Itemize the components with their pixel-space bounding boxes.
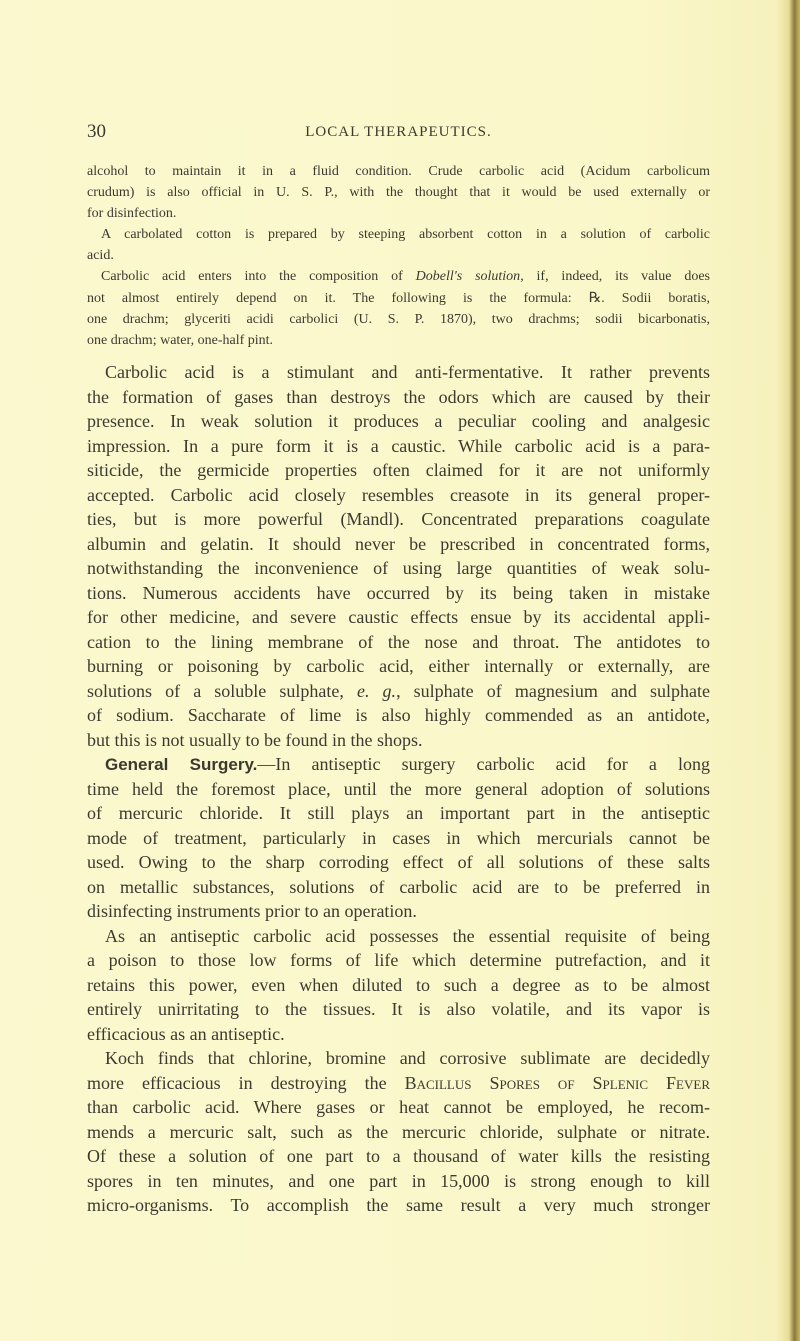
text-line [87,581,710,606]
text-line [87,409,710,434]
text-segment: —In antiseptic surgery carbolic acid for a long [257,754,710,774]
text-segment: more efficacious in destroying the [87,1072,405,1093]
text-segment: siticide, the germicide properties often claimed for it are not uniformly [87,460,710,480]
text-segment: acid. [87,248,114,264]
text-line [87,679,710,704]
text-segment: one drachm; glyceriti acidi carbolici (U. S. P. 1870), two drachms; sodii bicarbonatis, [87,311,710,327]
text-line [87,1193,710,1218]
text-segment: on metallic substances, solutions of carbolic acid are to be preferred in [87,876,710,897]
text-segment: micro-organisms. To accomplish the same result a very much stronger [87,1195,710,1215]
text-line [87,203,710,224]
text-segment: retains this power, even when diluted to such a degree as to be almost [87,974,710,995]
text-line [87,1046,710,1071]
text-segment: disinfecting instruments prior to an operation. [87,901,417,921]
text-segment: notwithstanding the inconvenience of using large quantities of weak solu- [87,558,710,578]
text-line [87,1169,710,1194]
text-segment: alcohol to maintain it in a fluid condition. Crude carbolic acid (Acidum carbolicum [87,164,710,179]
text-line [87,1120,710,1145]
text-segment: entirely unirritating to the tissues. It is also volatile, and its vapor is [87,999,710,1019]
section-heading: General Surgery. [105,755,258,774]
text-segment: the formation of gases than destroys the odors which are caused by their [87,386,710,407]
text-line [87,556,710,581]
text-segment: crudum) is also official in U. S. P., with the thought that it would be used externally or [87,185,710,201]
text-line [87,654,710,679]
text-segment: impression. In a pure form it is a caustic. While carbolic acid is a para- [87,435,710,456]
text-segment: but this is not usually to be found in the shops. [87,729,423,750]
text-line [87,850,710,875]
text-segment: ties, but is more powerful (Mandl). Concentrated preparations coagulate [87,509,710,529]
text-line [87,224,710,245]
text-segment: e. g. [356,680,397,701]
text-segment: used. Owing to the sharp corroding effect of all solutions of these salts [87,852,710,872]
text-line [87,330,710,351]
text-segment: time held the foremost place, until the more general adoption of solutions [87,778,710,799]
text-line [87,1022,710,1047]
text-line [87,309,710,330]
page-number: 30 [87,121,106,142]
text-segment: not almost entirely depend on it. The following is the formula: ℞. Sodii boratis, [87,290,710,306]
text-segment: Bacillus Spores of Splenic Fever [404,1072,711,1093]
text-line [87,458,710,483]
text-line [87,728,710,753]
text-segment: than carbolic acid. Where gases or heat cannot be employed, he recom- [87,1097,710,1117]
text-line [87,434,710,459]
text-line [87,948,710,973]
text-line [87,266,710,287]
text-line [87,777,710,802]
body-text [87,360,710,1218]
text-segment: A carbolated cotton is prepared by steeping absorbent cotton in a solution of carbolic [101,227,710,243]
text-line [87,360,710,385]
text-line [87,826,710,851]
text-segment: burning or poisoning by carbolic acid, either internally or externally, are [87,656,710,676]
text-segment: albumin and gelatin. It should never be prescribed in concentrated forms, [87,533,710,554]
text-segment: for other medicine, and severe caustic effects ensue by its accidental appli- [87,607,710,627]
text-line [87,605,710,630]
text-line [87,801,710,826]
text-line [87,752,710,777]
text-line [87,288,710,309]
text-line [87,1095,710,1120]
text-segment: mode of treatment, particularly in cases in which mercurials cannot be [87,827,710,848]
text-segment: , sulphate of magnesium and sulphate [396,680,710,701]
text-line [87,182,710,203]
text-line [87,532,710,557]
text-segment: a poison to those low forms of life which determine putrefaction, and it [87,950,710,970]
text-segment: of mercuric chloride. It still plays an important part in the antiseptic [87,803,710,823]
text-line [87,875,710,900]
text-segment: cation to the lining membrane of the nose and throat. The antidotes to [87,631,710,652]
text-line [87,245,710,266]
text-line [87,899,710,924]
text-segment: mends a mercuric salt, such as the mercuric chloride, sulphate or nitrate. [87,1121,710,1142]
text-line [87,997,710,1022]
text-line [87,385,710,410]
text-line [87,703,710,728]
text-segment: Carbolic acid is a stimulant and anti-fermentative. It rather prevents [105,362,710,382]
text-line [87,973,710,998]
text-segment: spores in ten minutes, and one part in 15,000 is strong enough to kill [87,1170,710,1191]
text-line [87,1144,710,1169]
text-segment: for disinfection. [87,206,177,222]
text-segment: efficacious as an antiseptic. [87,1023,285,1044]
text-line [87,507,710,532]
text-segment: presence. In weak solution it produces a peculiar cooling and analgesic [87,411,710,431]
text-segment: Dobell's solution [415,269,521,285]
text-segment: accepted. Carbolic acid closely resembles creasote in its general proper- [87,484,710,505]
text-segment: , if, indeed, its value does [520,269,711,285]
text-segment: of sodium. Saccharate of lime is also highly commended as an antidote, [87,705,710,725]
text-segment: As an antiseptic carbolic acid possesses the essential requisite of being [105,925,710,946]
text-segment: solutions of a soluble sulphate, [87,680,357,701]
page-header [87,120,710,144]
text-line [87,1071,710,1096]
text-line [87,630,710,655]
text-line [87,483,710,508]
text-segment: Of these a solution of one part to a thousand of water kills the resisting [87,1146,710,1166]
text-segment: Carbolic acid enters into the composition of [101,269,416,285]
formula-notes-text [87,161,710,351]
running-title: LOCAL THERAPEUTICS. [305,124,492,140]
text-segment: Koch finds that chlorine, bromine and corrosive sublimate are decidedly [105,1048,710,1068]
text-line [87,924,710,949]
text-segment: tions. Numerous accidents have occurred by its being taken in mistake [87,582,710,603]
text-segment: one drachm; water, one-half pint. [87,332,274,348]
text-line [87,161,710,182]
